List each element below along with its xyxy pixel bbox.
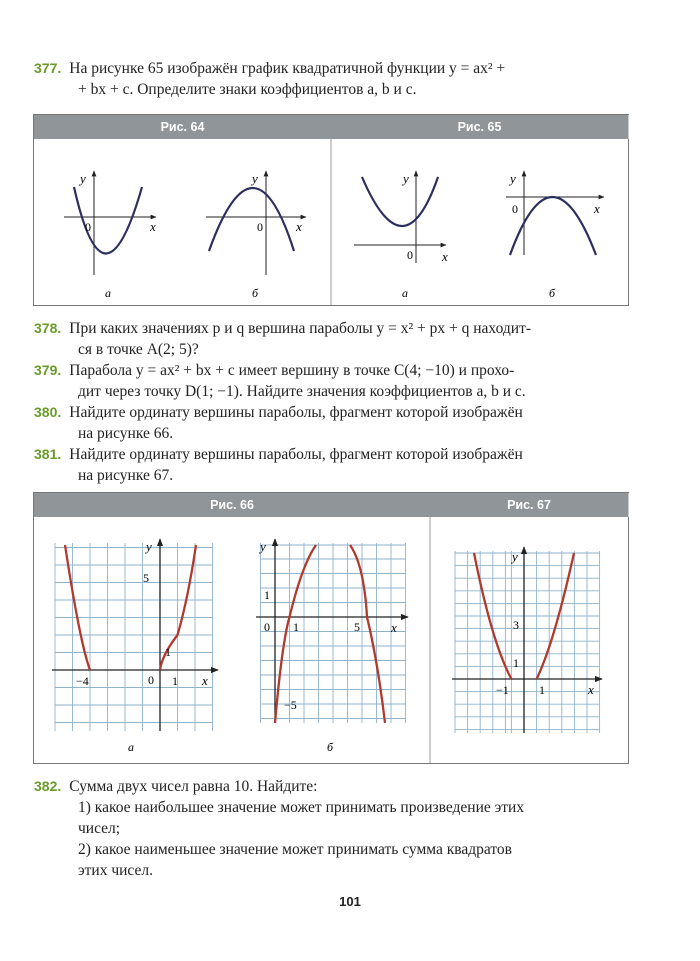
- y-label: y: [252, 171, 258, 186]
- problem-378: [34, 318, 644, 360]
- origin-label: 0: [407, 248, 413, 262]
- parabola-right-branch: [350, 545, 385, 723]
- problem-text: Найдите ординату вершины параболы, фрагмент которой изображён: [69, 404, 523, 421]
- problem-381: [34, 444, 644, 486]
- graph-66b: [256, 539, 408, 754]
- figure-panel-64-65: [33, 114, 629, 306]
- subfigure-label: а: [128, 740, 134, 754]
- y-label: y: [146, 539, 152, 554]
- parabola-left-branch: [65, 545, 90, 670]
- origin-label: 0: [85, 220, 91, 234]
- tick-y-1: 1: [264, 588, 270, 602]
- problem-text: 2) какое наименьшее значение может принимать сумма квадратов: [78, 841, 512, 858]
- problem-number: 379.: [34, 362, 62, 378]
- tick-x-1: 1: [293, 620, 299, 634]
- x-label: x: [202, 673, 208, 688]
- tick-x-1: 1: [539, 683, 545, 697]
- grid: [261, 543, 406, 723]
- parabola: [209, 188, 294, 251]
- tick-x-1: 1: [172, 674, 178, 688]
- problem-text: Парабола y = ax² + bx + c имеет вершину в точке C(4; −10) и прохо-: [69, 362, 515, 379]
- graph-67: [452, 547, 602, 733]
- problem-text: этих чисел.: [78, 862, 153, 879]
- subfigure-label: б: [252, 286, 259, 300]
- figure-64-caption: Рис. 64: [34, 115, 332, 139]
- problem-380: [34, 402, 644, 444]
- origin-label: 0: [264, 620, 270, 634]
- problem-text: При каких значениях p и q вершина параболы y = x² + px + q находит-: [69, 320, 532, 337]
- tick-y-1: 1: [513, 656, 519, 670]
- tick-y-1: 1: [165, 645, 171, 659]
- subfigure-label: б: [549, 286, 556, 300]
- x-label: x: [594, 201, 600, 216]
- x-label: x: [588, 682, 594, 697]
- x-label: x: [442, 249, 448, 264]
- y-label: y: [512, 549, 518, 564]
- x-label: x: [391, 620, 397, 635]
- problem-text: + bx + c. Определите знаки коэффициентов a, b и c.: [78, 81, 417, 98]
- problem-number: 380.: [34, 404, 62, 420]
- problem-number: 382.: [34, 778, 62, 794]
- y-label: y: [80, 171, 86, 186]
- origin-label: 0: [512, 202, 518, 216]
- tick-x-5: 5: [354, 620, 360, 634]
- problem-text: Найдите ординату вершины параболы, фрагмент которой изображён: [69, 446, 523, 463]
- parabola: [510, 197, 596, 255]
- grid: [455, 551, 600, 733]
- problem-text: чисел;: [78, 820, 121, 837]
- problem-text: ся в точке A(2; 5)?: [78, 341, 199, 358]
- y-label: y: [510, 171, 516, 186]
- grid: [55, 543, 213, 731]
- figure-64-65-graphs: [34, 115, 628, 305]
- origin-label: 0: [257, 220, 263, 234]
- tick-neg1: −1: [496, 683, 509, 697]
- problem-number: 377.: [34, 60, 62, 76]
- problem-text: дит через точку D(1; −1). Найдите значения коэффициентов a, b и c.: [78, 383, 526, 400]
- problem-382: [34, 776, 644, 881]
- subfigure-label: а: [402, 286, 408, 300]
- figure-65-caption: Рис. 65: [331, 115, 629, 139]
- graph-66a: [52, 539, 218, 754]
- graph-64a: [64, 171, 156, 300]
- problem-379: [34, 360, 644, 402]
- page-number: 101: [339, 894, 361, 909]
- y-label: y: [403, 171, 409, 186]
- tick-neg4: −4: [76, 674, 89, 688]
- problem-text: На рисунке 65 изображён график квадратичной функции y = ax² +: [69, 60, 506, 77]
- problem-number: 381.: [34, 446, 62, 462]
- problem-text: на рисунке 67.: [78, 467, 174, 484]
- problem-text: на рисунке 66.: [78, 425, 174, 442]
- parabola: [362, 177, 438, 226]
- figure-66-caption: Рис. 66: [34, 493, 431, 517]
- parabola-left-branch: [275, 545, 316, 723]
- problem-377: [34, 58, 644, 100]
- problem-text: 1) какое наибольшее значение может принимать произведение этих: [78, 799, 525, 816]
- x-label: x: [296, 219, 302, 234]
- subfigure-label: а: [105, 286, 111, 300]
- subfigure-label: б: [327, 740, 334, 754]
- problem-number: 378.: [34, 320, 62, 336]
- x-label: x: [150, 219, 156, 234]
- figure-67-caption: Рис. 67: [430, 493, 629, 517]
- tick-neg5: −5: [284, 698, 297, 712]
- graph-64b: [206, 171, 306, 300]
- graph-65b: [506, 171, 604, 300]
- tick-3: 3: [513, 618, 519, 632]
- tick-5: 5: [143, 571, 149, 585]
- graph-65a: [354, 171, 448, 300]
- figure-panel-66-67: [33, 492, 629, 764]
- figure-66-67-graphs: [34, 493, 628, 763]
- origin-label: 0: [148, 673, 154, 687]
- problem-text: Сумма двух чисел равна 10. Найдите:: [69, 778, 318, 795]
- y-label: y: [260, 539, 266, 554]
